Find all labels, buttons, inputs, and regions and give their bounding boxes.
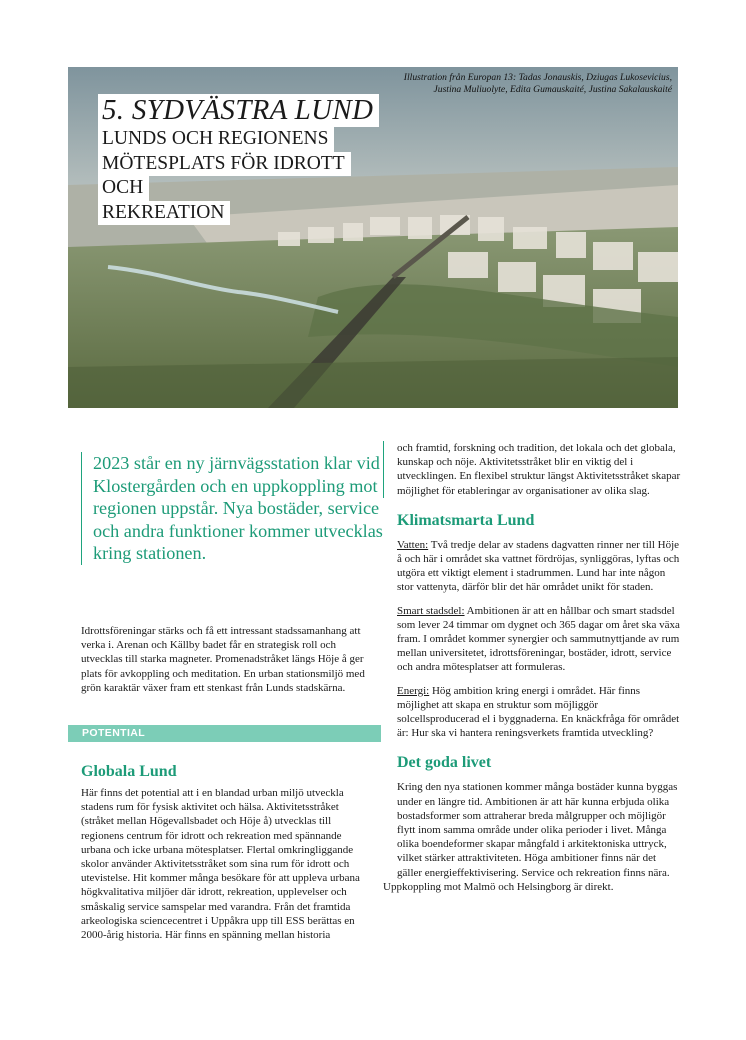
smart-paragraph [397, 604, 683, 675]
page-title: 5. SYDVÄSTRA LUND [98, 94, 379, 127]
det-goda-livet-last-line: Uppkoppling mot Malmö och Helsingborg är direkt. [383, 880, 614, 893]
intro-paragraph: Idrottsföreningar stärks och få ett intressant stadssamanhang att verka i. Arenan och Källby badet får en strategisk roll och utvecklas till starka magneter. Promenadstråket längs Höje å ger plats för avkoppling och meditation. En urban stationsmiljö med grön karaktär växer fram ett stenkast från Lunds stadskärna. [81, 625, 365, 694]
lead-paragraph: 2023 står en ny järnvägsstation klar vid Klostergården och en uppkoppling mot regionen uppstår. Nya bostäder, service och andra funktioner kommer utvecklas kring stationen. [81, 452, 383, 565]
smart-text: Ambitionen är att en hållbar och smart stadsdel som lever 24 timmar om dygnet och 365 dagar om året ska växa fram. I området kommer synergier och sammutnyttjande av rum mellan universitetet, idrottsföreningar, bostäder, idrott, service och andra mötesplatser att formuleras. [397, 604, 680, 674]
vatten-paragraph [397, 538, 683, 595]
hero-image [68, 67, 678, 408]
illustration-credit [342, 72, 672, 96]
klimatsmarta-lund-heading: Klimatsmarta Lund [397, 511, 535, 529]
det-goda-livet-text: Kring den nya stationen kommer många bostäder kunna byggas under en längre tid. Ambitionen är att här kunna erbjuda olika bostadsformer som attraherar breda målgrupper och möjligör flytt inom samma område under olika perioder i livet. Många olika boendeformer skapar mångfald i arkitektoniska uttryck, vilket stärker attraktiviteten. Höga ambitioner finns när det gäller energieffektivisering. Service och rekreation finns nära. [397, 781, 678, 879]
energi-text: Hög ambition kring energi i området. Här finns möjlighet att skapa en struktur som möjliggör solcellsproducerad el i byggnaderna. En knäckfråga för området är: Hur ska vi hantera reningsverkets framtida utveckling? [397, 684, 680, 740]
energi-label: Energi: [397, 684, 430, 697]
credit-line-2: Justina Muliuolyte, Edita Gumauskaité, Justina Sakalauskaité [433, 84, 672, 95]
subtitle-line-1: LUNDS OCH REGIONENS [98, 127, 334, 152]
subtitle-line-3: OCH [98, 176, 149, 201]
energi-paragraph [397, 684, 683, 741]
continuation-paragraph: och framtid, forskning och tradition, det lokala och det globala, kunskap och nöje. Aktivitetsstråket blir en viktig del i utvecklingen. En flexibel struktur längst Aktivitetsstråket skapar möjlighet för etableringar av organisationer av olika slag. [383, 441, 683, 498]
potential-section-label: POTENTIAL [68, 725, 381, 742]
vatten-text: Två tredje delar av stadens dagvatten rinner ner till Höje å och här i området ska vattnet fördröjas, synliggöras, lyftas och utgöra ett viktigt element i stadrummen. Lund har inte någon stor vattenyta, därför blir det här området unikt för staden. [397, 538, 680, 594]
det-goda-livet-heading: Det goda livet [397, 754, 492, 772]
credit-line-1: Illustration från Europan 13: Tadas Jonauskis, Dziugas Lukosevicius, [403, 72, 672, 83]
subtitle-line-4: REKREATION [98, 201, 230, 226]
smart-label: Smart stadsdel: [397, 604, 465, 617]
right-column [383, 441, 683, 894]
globala-lund-heading: Globala Lund [81, 763, 177, 780]
vatten-label: Vatten: [397, 538, 429, 551]
title-block [98, 94, 379, 225]
subtitle-line-2: MÖTESPLATS FÖR IDROTT [98, 152, 351, 177]
globala-lund-text: Här finns det potential att i en blandad urban miljö utveckla stadens rum för fysisk aktivitet och hälsa. Aktivitetsstråket (stråket mellan Högevallsbadet och Höje å) utvecklas till regionens centrum för idrott och rekreation med spännande urbana och icke urbana mötesplatser. Flertal omkringliggande skolor använder Aktivitetsstråket som sina rum för idrott och utevistelse. Hit kommer många besökare för att uppleva urbana högkvalitativa miljöer där idrott, rekreation, upplevelser och småskalig service samspelar med varandra. Från det framtida arkeologiska sciencecentret i Uppåkra upp till ESS berättas en 2000-årig historia. Här finns en spänning mellan historia [81, 787, 360, 942]
